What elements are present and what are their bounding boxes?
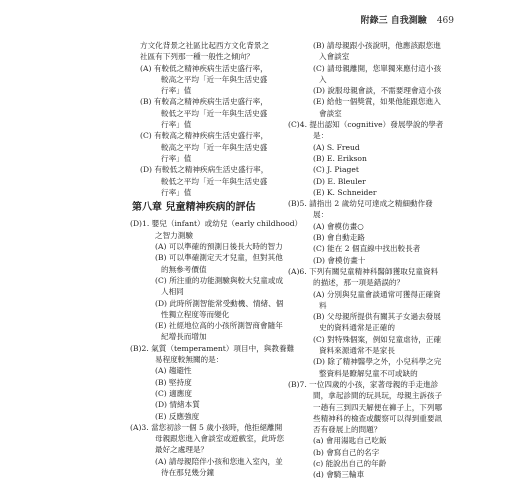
answer-option: (B) E. Erikson: [313, 153, 367, 163]
answer-option: (C) 有較高之精神疾病生活史盛行率，: [140, 131, 269, 141]
answer-option: (C) 請母親離開，您單獨來應付這小孩: [313, 63, 442, 73]
question-stem: (B)2. 氣質（temperament）項目中，與教養難: [130, 343, 295, 353]
answer-option: 行率」值: [161, 153, 192, 163]
answer-option: 人相同: [161, 287, 184, 297]
answer-option: (A) 分別與兒童會談通常可獲得正確資: [313, 289, 441, 299]
right-column: [288, 40, 448, 481]
answer-option: (A) 會模仿畫○: [313, 221, 364, 231]
answer-option: 料: [319, 300, 327, 310]
answer-option: (C) 能在 2 個直線中找出較長者: [313, 244, 421, 254]
answer-option: (A) S. Freud: [313, 142, 360, 152]
answer-option: (E) K. Schneider: [313, 187, 377, 197]
answer-option: (D) 情緒本質: [155, 400, 200, 410]
answer-option: (A) 請母親陪伴小孩和您進入室內，並: [155, 456, 283, 466]
left-column: [130, 40, 303, 478]
question-stem: 最好之處理是？: [155, 445, 209, 455]
answer-option: (D) 有較低之精神疾病生活史盛行率，: [140, 165, 269, 175]
answer-option: (a) 會用湯匙自己吃飯: [313, 436, 387, 446]
header-title: 附錄三 自我測驗: [360, 16, 427, 26]
answer-option: 的無參考價值: [161, 264, 207, 274]
question-stem: 的描述，那一項是錯誤的？: [313, 278, 405, 288]
answer-option: (C) J. Piaget: [313, 165, 359, 175]
question-stem: 之智力測驗: [155, 230, 193, 240]
answer-option: 性獨立程度等而變化: [161, 309, 230, 319]
answer-option: 會談室: [319, 108, 342, 118]
question-stem: 否有發展上的問題？: [313, 425, 382, 435]
answer-option: (D) 會模仿畫十: [313, 255, 366, 265]
answer-option: (B) 請母親跟小孩說明，他應該跟您進: [313, 41, 441, 50]
answer-option: (C) 所注重的功能測驗與較大兒童或成: [155, 275, 284, 285]
answer-option: (D) 此時所測智能常受動機、情緒、個: [155, 298, 284, 308]
page-header: [361, 13, 454, 26]
question-stem: (B)5. 請指出 2 歲幼兒可達成之精細動作發: [288, 199, 433, 209]
question-stem: 一趟有三到四天解便在褲子上，下列哪: [313, 402, 443, 412]
answer-option: (B) 會自動走路: [313, 233, 365, 243]
answer-option: 史的資料通常是正確的: [319, 323, 395, 333]
answer-option: (E) 反應強度: [155, 411, 200, 421]
answer-option: (D) 說服母親會談，不需要理會這小孩: [313, 86, 442, 96]
answer-option: (B) 堅持度: [155, 377, 192, 387]
question-stem: 展：: [313, 210, 329, 220]
answer-option: 紀增長而增加: [161, 332, 207, 342]
question-stem: (A)6. 下列有關兒童精神科醫師獲取兒童資料: [288, 266, 439, 276]
answer-option: (E) 給他一個獎賞，如果他能跟您進入: [313, 97, 441, 107]
question-stem: 是：: [313, 131, 329, 141]
answer-option: 入會談室: [319, 52, 350, 62]
question-stem: (B)7. 一位四歲的小孩，家著母親的手走進診: [288, 379, 439, 389]
answer-option: 行率」值: [161, 187, 192, 197]
answer-option: (c) 能說出自己的年齡: [313, 458, 387, 468]
answer-option: 較高之平均「近一年與生活史盛: [161, 142, 268, 152]
answer-option: (d) 會騎三輪車: [313, 470, 365, 480]
chapter-heading: 第八章 兒童精神疾病的評估: [132, 202, 256, 214]
answer-option: (E) 社經地位高的小孩所測智商會隨年: [155, 321, 283, 331]
answer-option: 整資料是瞭解兒童不可或缺的: [319, 368, 418, 378]
answer-option: 行率」值: [161, 86, 192, 96]
answer-option: 較高之平均「近一年與生活史盛: [161, 74, 268, 84]
answer-option: 待在那兒幾分鐘: [161, 467, 215, 477]
question-stem: 母親跟您進入會談室或遊戲室，此時您: [155, 434, 285, 444]
answer-option: (C) 適應度: [155, 388, 192, 398]
answer-option: (A) 有較低之精神疾病生活史盛行率，: [140, 63, 268, 73]
question-stem: 些精神科的檢查或觀察可以得到重要訊: [313, 413, 443, 423]
answer-option: (b) 會寫自己的名字: [313, 447, 380, 457]
question-text: 方文化背景之社區比起西方文化背景之: [140, 41, 270, 50]
answer-option: (B) 父母親所提供有關其子女過去發展: [313, 312, 441, 322]
answer-option: (B) 可以準確測定天才兒童，但對其他: [155, 253, 283, 263]
question-stem: (A)3. 當您初診一個 5 歲小孩時，他拒絕離開: [130, 422, 283, 432]
question-stem: (C)4. 提出認知（cognitive）發展學說的學者: [288, 120, 444, 130]
answer-option: (C) 對特殊個案，例如兒童虐待，正確: [313, 334, 442, 344]
answer-option: 資料來源通常不是家長: [319, 346, 395, 356]
question-stem: 易程度較無關的是：: [155, 355, 224, 365]
answer-option: 入: [319, 74, 327, 84]
answer-option: (A) 可以準確的預測日後長大時的智力: [155, 242, 283, 252]
answer-option: 較低之平均「近一年與生活史盛: [161, 108, 268, 118]
answer-option: (D) E. Bleuler: [313, 176, 366, 186]
question-stem: (D)1. 嬰兒（infant）或幼兒（early childhood）: [130, 219, 303, 229]
answer-option: (A) 趨避性: [155, 366, 192, 376]
answer-option: (D) 除了精神醫學之外，小兒科學之完: [313, 357, 442, 367]
question-text: 社區有下列那一種一般性之傾向？: [140, 52, 254, 62]
page-number: 469: [436, 16, 454, 26]
answer-option: 較低之平均「近一年與生活史盛: [161, 176, 268, 186]
answer-option: (B) 有較高之精神疾病生活史盛行率，: [140, 97, 268, 107]
answer-option: 行率」值: [161, 120, 192, 130]
question-stem: 間，拿起診間的玩具玩，母親主訴孩子: [313, 391, 443, 401]
